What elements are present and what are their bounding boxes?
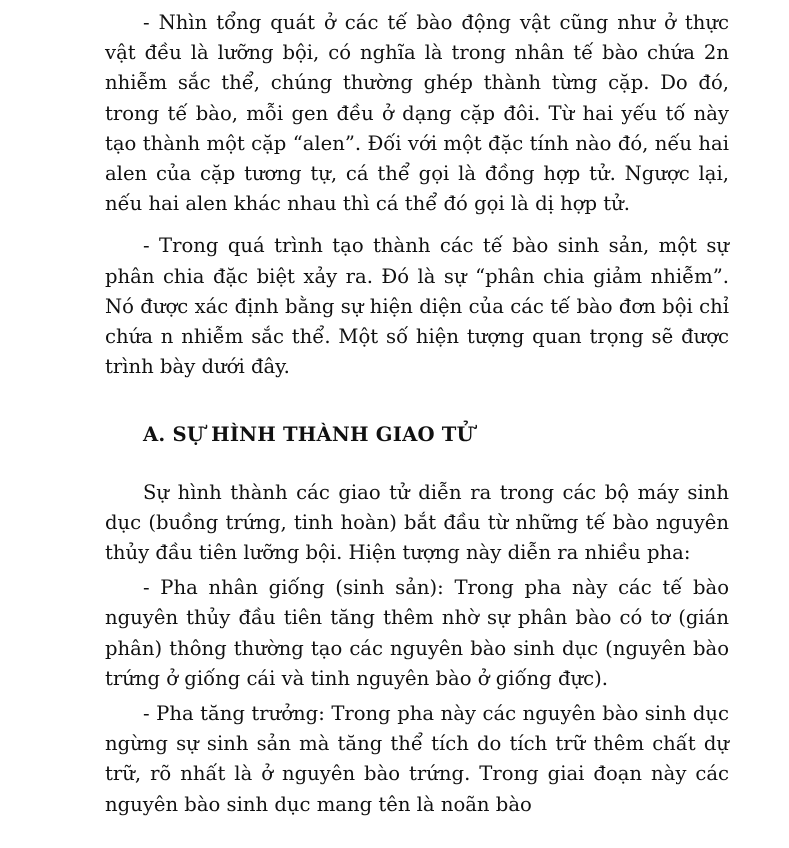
paragraph-meiosis: - Trong quá trình tạo thành các tế bào sinh sản, một sự phân chia đặc biệt xảy ra. Đó là sự “phân chia giảm nhiễm”. Nó được xác định bằng sự hiện diện của các tế bào đơn bội chỉ chứa n nhiễm sắc thể. Một số hiện tượng quan trọng sẽ được trình bày dưới đây.: [105, 234, 729, 379]
paragraph-gamete-formation: Sự hình thành các giao tử diễn ra trong các bộ máy sinh dục (buồng trứng, tinh hoàn) bắt đầu từ những tế bào nguyên thủy đầu tiên lưỡng bội. Hiện tượng này diễn ra nhiều pha:: [105, 480, 729, 565]
section-heading: A. SỰ HÌNH THÀNH GIAO TỬ: [143, 423, 474, 447]
paragraph-multiplication-phase: - Pha nhân giống (sinh sản): Trong pha này các tế bào nguyên thủy đầu tiên tăng thêm nhờ sự phân bào có tơ (gián phân) thông thường tạo các nguyên bào sinh dục (nguyên bào trứng ở giống cái và tinh nguyên bào ở giống đực).: [105, 576, 729, 690]
book-page: [105, 0, 729, 820]
paragraph-diploid-cells: - Nhìn tổng quát ở các tế bào động vật cũng như ở thực vật đều là lưỡng bội, có nghĩa là trong nhân tế bào chứa 2n nhiễm sắc thể, chúng thường ghép thành từng cặp. Do đó, trong tế bào, mỗi gen đều ở dạng cặp đôi. Từ hai yếu tố này tạo thành một cặp “alen”. Đối với một đặc tính nào đó, nếu hai alen của cặp tương tự, cá thể gọi là đồng hợp tử. Ngược lại, nếu hai alen khác nhau thì cá thể đó gọi là dị hợp tử.: [105, 11, 729, 216]
paragraph-growth-phase: - Pha tăng trưởng: Trong pha này các nguyên bào sinh dục ngừng sự sinh sản mà tăng thể tích do tích trữ thêm chất dự trữ, rõ nhất là ở nguyên bào trứng. Trong giai đoạn này các nguyên bào sinh dục mang tên là noãn bào: [105, 702, 729, 816]
